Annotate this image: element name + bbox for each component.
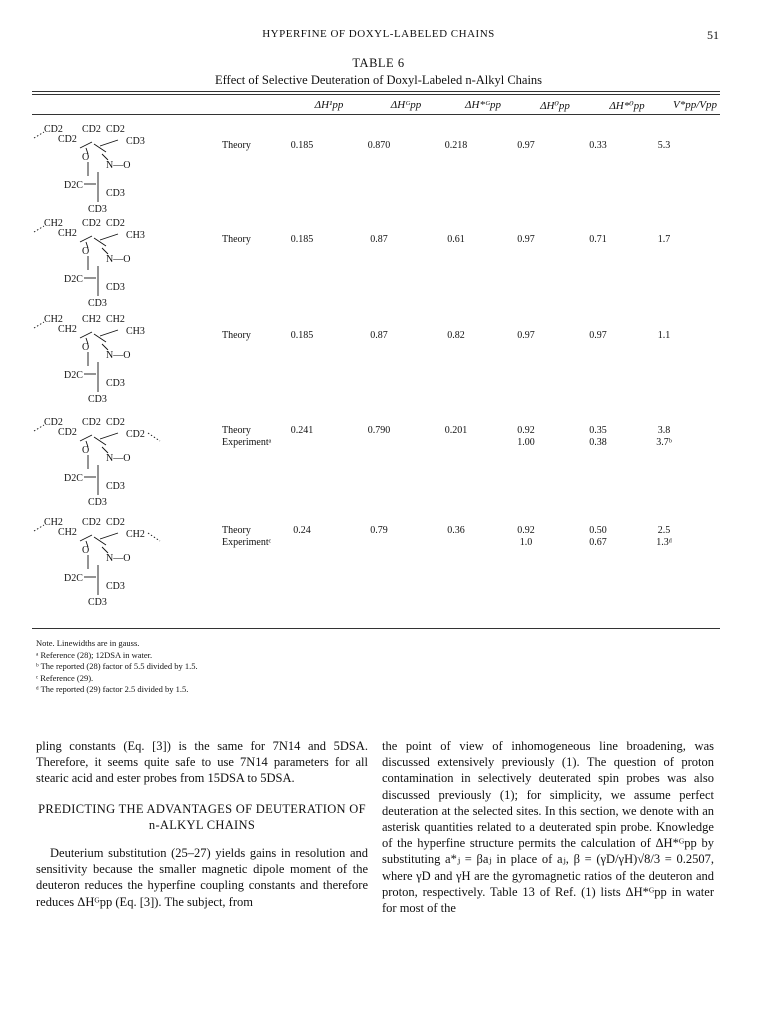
value-line: 0.61 (447, 234, 465, 245)
bond-line (102, 154, 108, 160)
running-head: HYPERFINE OF DOXYL-LABELED CHAINS (262, 28, 495, 40)
value-cell (421, 234, 491, 246)
value-line: 0.24 (293, 525, 311, 536)
value-line: 0.36 (447, 525, 465, 536)
bond-line (94, 537, 106, 545)
chain-group: CH2 (58, 527, 77, 538)
chain-group: CH2 (44, 314, 63, 325)
value-cell (563, 140, 633, 152)
value-line: 0.79 (370, 525, 388, 536)
value-line: 1.7 (657, 234, 671, 245)
value-cell (267, 525, 337, 537)
value-line: 0.97 (589, 330, 607, 341)
value-line: 3.8 (657, 425, 671, 436)
ring-atom-n: N—O (106, 350, 131, 361)
page-number: 51 (707, 28, 719, 42)
value-cell (344, 525, 414, 537)
ring-atom-n: N—O (106, 553, 131, 564)
ring-atom-o: O (82, 246, 90, 257)
structure-diagram (30, 417, 220, 527)
value-line: 0.33 (589, 140, 607, 151)
ring-group: CD3 (106, 581, 125, 592)
value-cell (421, 425, 491, 437)
value-line: 0.97 (517, 234, 535, 245)
structure-diagram (30, 218, 220, 328)
structure-diagram (30, 517, 220, 627)
ring-group: D2C (64, 370, 83, 381)
chain-group: CH3 (126, 326, 145, 337)
value-cell (629, 234, 699, 246)
row-label-line: Theory (222, 140, 251, 151)
chain-group: CH2 (44, 218, 63, 229)
value-line: 0.185 (290, 330, 314, 341)
bond-line (34, 525, 44, 531)
value-line: 0.87 (370, 234, 388, 245)
chain-group: CD2 (106, 124, 125, 135)
value-line: 1.3ᵈ (656, 537, 672, 548)
value-line: 0.50 (589, 525, 607, 536)
value-line: 5.3 (657, 140, 671, 151)
value-cell (421, 140, 491, 152)
row-label-line: Theory (222, 330, 251, 341)
ring-group: CD3 (106, 378, 125, 389)
value-line: 3.7ᵇ (656, 437, 672, 448)
value-cell (344, 140, 414, 152)
value-line: 0.97 (517, 140, 535, 151)
body-paragraph: the point of view of inhomogeneous line broadening, was discussed extensively previously (1). The question of proton contamination in selectively deuterated spin probes was also discussed previously (1); for simplicity, we assume perfect deuteration at the selected sites. In this section, we denote with an asterisk quantities related to a deuterated spin probe. Knowledge of the hyperfine structure permits the calculation of ΔH*ᴳpp by substituting a*ⱼ = βaⱼ in place of aⱼ, β = (γD/γH)√8/3 = 0.2507, where γD and γH are the gyromagnetic ratios of the deuteron and proton, respectively. Table 13 of Ref. (1) lists ΔH*ᴳpp in water for most of the (382, 739, 714, 916)
value-cell (491, 234, 561, 246)
value-line: 0.870 (367, 140, 391, 151)
value-line: 0.185 (290, 140, 314, 151)
value-line: 0.67 (589, 537, 607, 548)
value-line: 0.92 (517, 425, 535, 436)
column-header: ΔH⁰pp (540, 100, 570, 112)
chain-group: CD2 (82, 124, 101, 135)
bond-line (34, 322, 44, 328)
value-line: 1.0 (519, 537, 533, 548)
table-note: ᵇ The reported (28) factor of 5.5 divided by 1.5. (36, 661, 198, 671)
body-column-right (382, 738, 714, 916)
value-line: 0.185 (290, 234, 314, 245)
value-cell (491, 425, 561, 449)
value-cell (421, 525, 491, 537)
table-note: ᵈ The reported (29) factor 2.5 divided by 1.5. (36, 684, 189, 694)
value-cell (344, 234, 414, 246)
ring-group: D2C (64, 473, 83, 484)
chain-group: CD2 (44, 124, 63, 135)
bond-line (148, 433, 160, 441)
table-note: Note. Linewidths are in gauss. (36, 638, 140, 648)
value-cell (421, 330, 491, 342)
bond-line (102, 447, 108, 453)
body-paragraph: pling constants (Eq. [3]) is the same for 7N14 and 5DSA. Therefore, it seems quite safe to use 7N14 parameters for all stearic acid and ester probes from 15DSA to 5DSA. (36, 739, 368, 786)
column-header: ΔH*⁰pp (609, 100, 645, 112)
bond-line (100, 140, 118, 146)
table-rule-top (32, 91, 720, 92)
ring-atom-o: O (82, 152, 90, 163)
bond-line (80, 535, 92, 541)
bond-line (100, 533, 118, 539)
value-cell (491, 330, 561, 342)
value-cell (344, 330, 414, 342)
row-label-line: Experimentᶜ (222, 537, 272, 548)
ring-group: CD3 (106, 282, 125, 293)
ring-group: D2C (64, 274, 83, 285)
bond-line (94, 437, 106, 445)
table-rule-header (32, 114, 720, 115)
bond-line (80, 332, 92, 338)
table-notes (36, 638, 198, 696)
bond-line (94, 144, 106, 152)
value-line: 0.87 (370, 330, 388, 341)
row-label-line: Theory (222, 234, 251, 245)
value-line: 1.00 (517, 437, 535, 448)
body-paragraph: Deuterium substitution (25–27) yields gains in resolution and sensitivity because the smaller magnetic dipole moment of the deuteron reduces the hyperfine coupling constants and therefore reduces ΔHᴳpp (Eq. [3]). The subject, from (36, 846, 368, 909)
chain-group: CD2 (82, 517, 101, 528)
chain-group: CH2 (126, 529, 145, 540)
table-note: ᵃ Reference (28); 12DSA in water. (36, 649, 153, 660)
value-line: 0.92 (517, 525, 535, 536)
ring-group: D2C (64, 180, 83, 191)
ring-atom-o: O (82, 445, 90, 456)
ring-group: D2C (64, 573, 83, 584)
chain-group: CD2 (126, 429, 145, 440)
value-cell (491, 140, 561, 152)
chain-group: CD2 (82, 218, 101, 229)
bond-line (102, 344, 108, 350)
value-cell (629, 525, 699, 549)
row-label-line: Theory (222, 525, 251, 536)
column-header: ΔH¹pp (314, 99, 344, 111)
value-cell (629, 425, 699, 449)
ring-group: CD3 (88, 597, 107, 608)
bond-line (80, 142, 92, 148)
page-header (0, 28, 757, 44)
ring-group: CD3 (88, 204, 107, 215)
value-cell (267, 425, 337, 437)
value-cell (267, 140, 337, 152)
body-column-left (36, 738, 368, 910)
bond-line (94, 334, 106, 342)
value-cell (491, 525, 561, 549)
chain-group: CD2 (58, 427, 77, 438)
bond-line (148, 533, 160, 541)
value-line: 0.201 (444, 425, 468, 436)
table-caption: Effect of Selective Deuteration of Doxyl-Labeled n-Alkyl Chains (214, 73, 543, 87)
bond-line (34, 425, 44, 431)
value-cell (563, 330, 633, 342)
bond-line (100, 234, 118, 240)
value-line: 0.218 (444, 140, 468, 151)
chain-group: CH2 (58, 324, 77, 335)
value-line: 0.97 (517, 330, 535, 341)
bond-line (102, 248, 108, 254)
table-title: TABLE 6 (352, 56, 405, 70)
chain-group: CD2 (82, 417, 101, 428)
value-cell (563, 234, 633, 246)
ring-atom-o: O (82, 342, 90, 353)
column-header: ΔHᴳpp (390, 99, 422, 111)
value-cell (629, 330, 699, 342)
value-cell (344, 425, 414, 437)
value-line: 2.5 (657, 525, 671, 536)
row-label-line: Theory (222, 425, 251, 436)
table-note: ᶜ Reference (29). (36, 672, 94, 683)
chain-group: CD2 (106, 517, 125, 528)
value-line: 0.71 (589, 234, 607, 245)
bond-line (80, 236, 92, 242)
column-header: ΔH*ᴳpp (465, 99, 501, 111)
bond-line (102, 547, 108, 553)
table-rule-top-double (32, 94, 720, 95)
chain-group: CH2 (106, 314, 125, 325)
value-line: 0.38 (589, 437, 607, 448)
bond-line (94, 238, 106, 246)
chain-group: CH3 (126, 230, 145, 241)
bond-line (34, 132, 44, 138)
structure-diagram (30, 314, 220, 424)
ring-atom-o: O (82, 545, 90, 556)
ring-atom-n: N—O (106, 453, 131, 464)
chain-group: CD2 (106, 417, 125, 428)
value-cell (267, 234, 337, 246)
chain-group: CD2 (106, 218, 125, 229)
bond-line (100, 330, 118, 336)
value-line: 0.790 (367, 425, 391, 436)
value-line: 0.241 (290, 425, 314, 436)
value-cell (629, 140, 699, 152)
value-line: 0.82 (447, 330, 465, 341)
value-line: 1.1 (657, 330, 671, 341)
bond-line (80, 435, 92, 441)
ring-group: CD3 (88, 394, 107, 405)
chain-group: CH2 (58, 228, 77, 239)
table-rule-bottom (32, 628, 720, 629)
chain-group: CH2 (82, 314, 101, 325)
value-line: 0.35 (589, 425, 607, 436)
ring-group: CD3 (88, 497, 107, 508)
ring-group: CD3 (88, 298, 107, 309)
ring-group: CD3 (106, 188, 125, 199)
ring-atom-n: N—O (106, 254, 131, 265)
section-heading: PREDICTING THE ADVANTAGES OF DEUTERATION OF n-ALKYL CHAINS (38, 801, 366, 832)
ring-group: CD3 (106, 481, 125, 492)
chain-group: CH2 (44, 517, 63, 528)
bond-line (34, 226, 44, 232)
column-header: V*pp/Vpp (673, 99, 717, 111)
chain-group: CD2 (58, 134, 77, 145)
value-cell (563, 525, 633, 549)
value-cell (267, 330, 337, 342)
ring-atom-n: N—O (106, 160, 131, 171)
row-label-line: Experimentᵃ (222, 437, 272, 448)
bond-line (100, 433, 118, 439)
value-cell (563, 425, 633, 449)
chain-group: CD3 (126, 136, 145, 147)
chain-group: CD2 (44, 417, 63, 428)
